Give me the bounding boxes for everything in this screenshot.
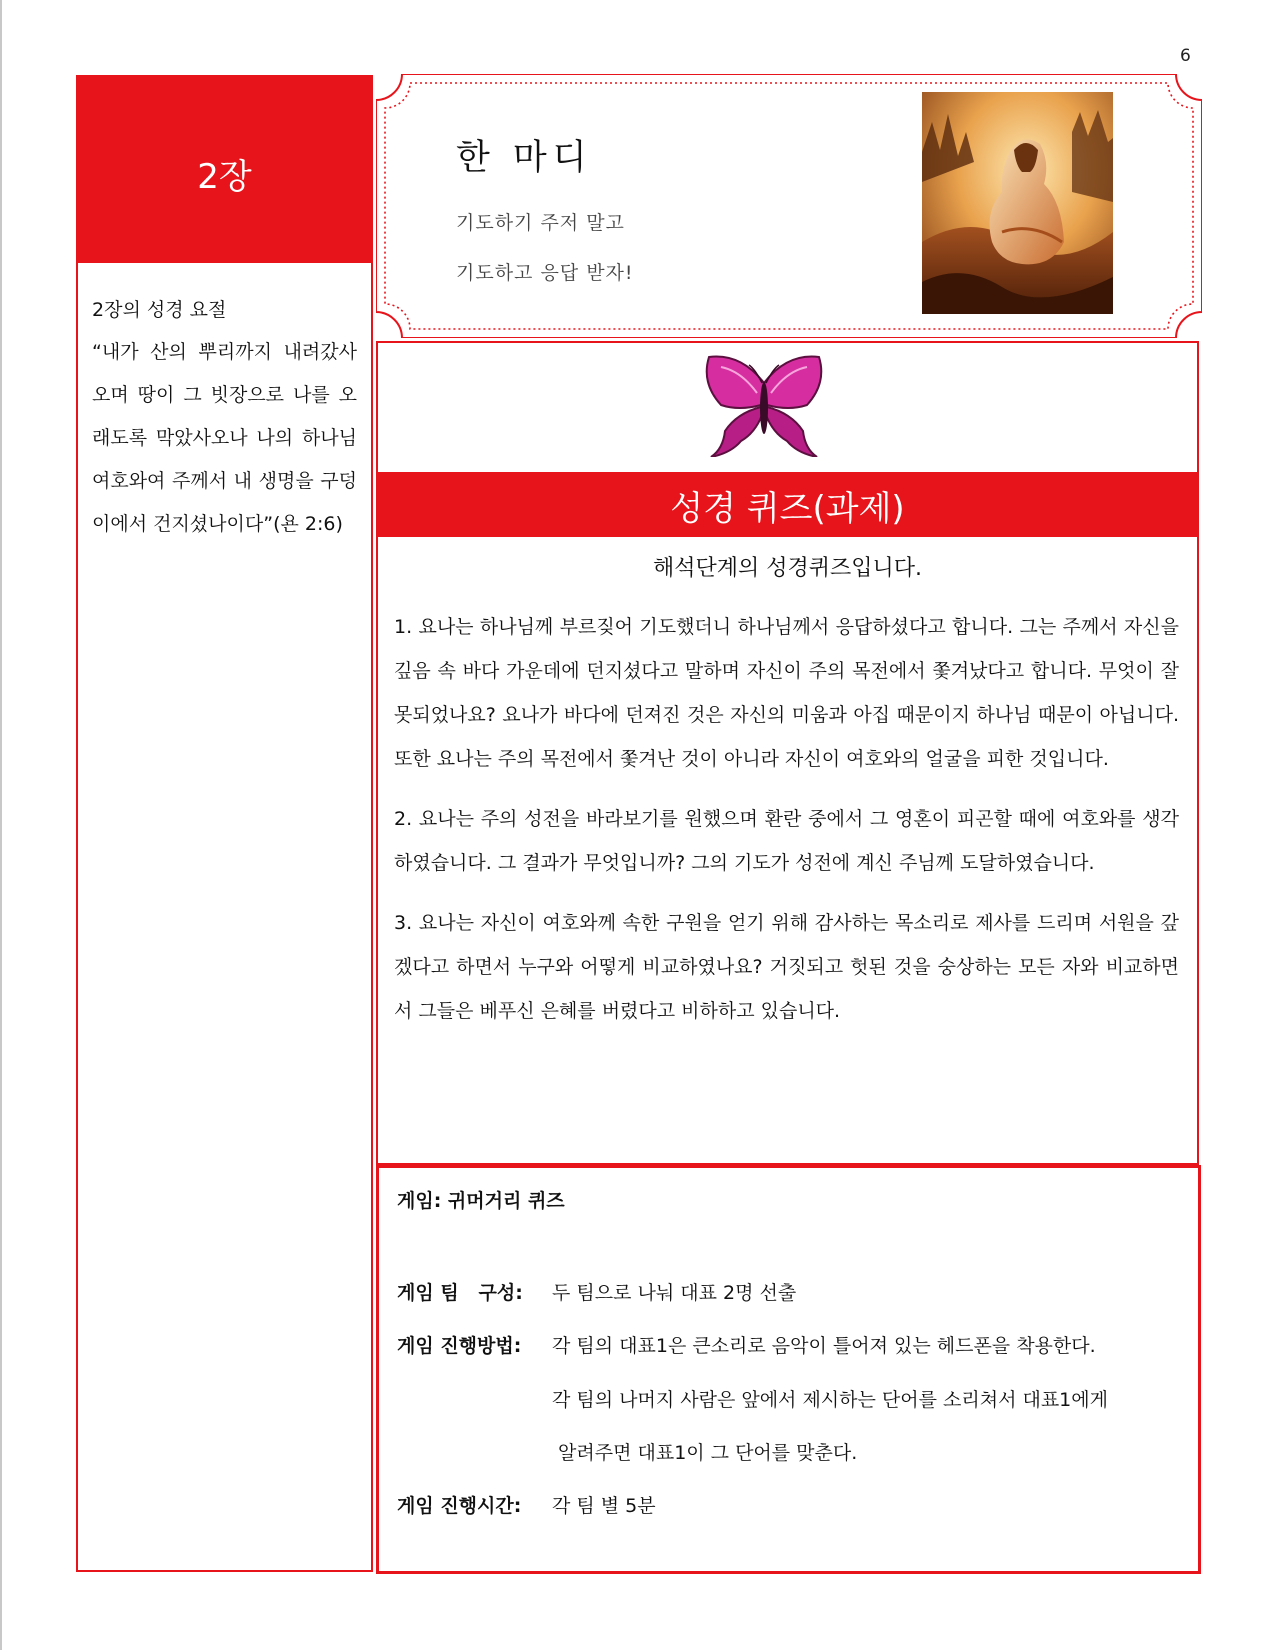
quote-line-1: 기도하기 주저 말고	[456, 212, 625, 234]
sidebar	[76, 75, 373, 1572]
verse-text: “내가 산의 뿌리까지 내려갔사오며 땅이 그 빗장으로 나를 오래도록 막았사오나 나의 하나님 여호와여 주께서 내 생명을 구덩이에서 건지셨나이다”(욘 2:6)	[92, 341, 357, 535]
game-time-value: 각 팀 별 5분	[552, 1495, 656, 1517]
quote-box	[376, 74, 1202, 338]
quiz-banner	[378, 472, 1197, 537]
game-method-line-3: 알려주면 대표1이 그 단어를 맞춘다.	[552, 1442, 858, 1464]
quote-line-2: 기도하고 응답 받자!	[456, 262, 634, 284]
quiz-item: 3. 요나는 자신이 여호와께 속한 구원을 얻기 위해 감사하는 목소리로 제사를 드리며 서원을 갚겠다고 하면서 누구와 어떻게 비교하였나요? 거짓되고 헛된 것을 숭상하는 모든 자와 비교하면서 그들은 베푸신 은혜를 버렸다고 비하하고 있습니다.	[394, 912, 1179, 1022]
game-method-line-2: 각 팀의 나머지 사람은 앞에서 제시하는 단어를 소리쳐서 대표1에게	[552, 1389, 1108, 1411]
chapter-header	[78, 77, 371, 263]
game-team-label: 게임 팀 구성:	[397, 1282, 523, 1304]
quote-title: 한 마디	[456, 138, 593, 178]
quiz-section	[376, 341, 1199, 1165]
quiz-item: 2. 요나는 주의 성전을 바라보기를 원했으며 환란 중에서 그 영혼이 피곤할 때에 여호와를 생각하였습니다. 그 결과가 무엇입니까? 그의 기도가 성전에 계신 주님께 도달하였습니다.	[394, 808, 1179, 874]
quiz-title: 성경 퀴즈(과제)	[670, 489, 905, 529]
verse-heading: 2장의 성경 요절	[92, 299, 227, 321]
jesus-praying-image	[922, 92, 1113, 314]
game-team-row	[397, 1278, 796, 1305]
quiz-item: 1. 요나는 하나님께 부르짖어 기도했더니 하나님께서 응답하셨다고 합니다. 그는 주께서 자신을 깊음 속 바다 가운데에 던지셨다고 말하며 자신이 주의 목전에서 쫓겨났다고 합니다. 무엇이 잘못되었나요? 요나가 바다에 던져진 것은 자신의 미움과 아집 때문이지 하나님 때문이 아닙니다. 또한 요나는 주의 목전에서 쫓겨난 것이 아니라 자신이 여호와의 얼굴을 피한 것입니다.	[394, 616, 1179, 770]
game-time-row	[397, 1491, 656, 1518]
game-method-row	[397, 1331, 1096, 1358]
game-method-label: 게임 진행방법:	[397, 1335, 522, 1357]
game-team-value: 두 팀으로 나눠 대표 2명 선출	[552, 1282, 797, 1304]
quiz-items	[394, 605, 1179, 1049]
chapter-title: 2장	[197, 157, 252, 197]
page-number: 6	[1180, 46, 1191, 66]
game-section	[376, 1165, 1201, 1574]
butterfly-icon	[701, 353, 827, 457]
game-title: 게임: 귀머거리 퀴즈	[397, 1190, 565, 1212]
game-time-label: 게임 진행시간:	[397, 1495, 522, 1517]
quiz-subtitle: 해석단계의 성경퀴즈입니다.	[652, 556, 922, 581]
game-method-line-1: 각 팀의 대표1은 큰소리로 음악이 틀어져 있는 헤드폰을 착용한다.	[552, 1335, 1096, 1357]
page-edge	[0, 0, 2, 1650]
